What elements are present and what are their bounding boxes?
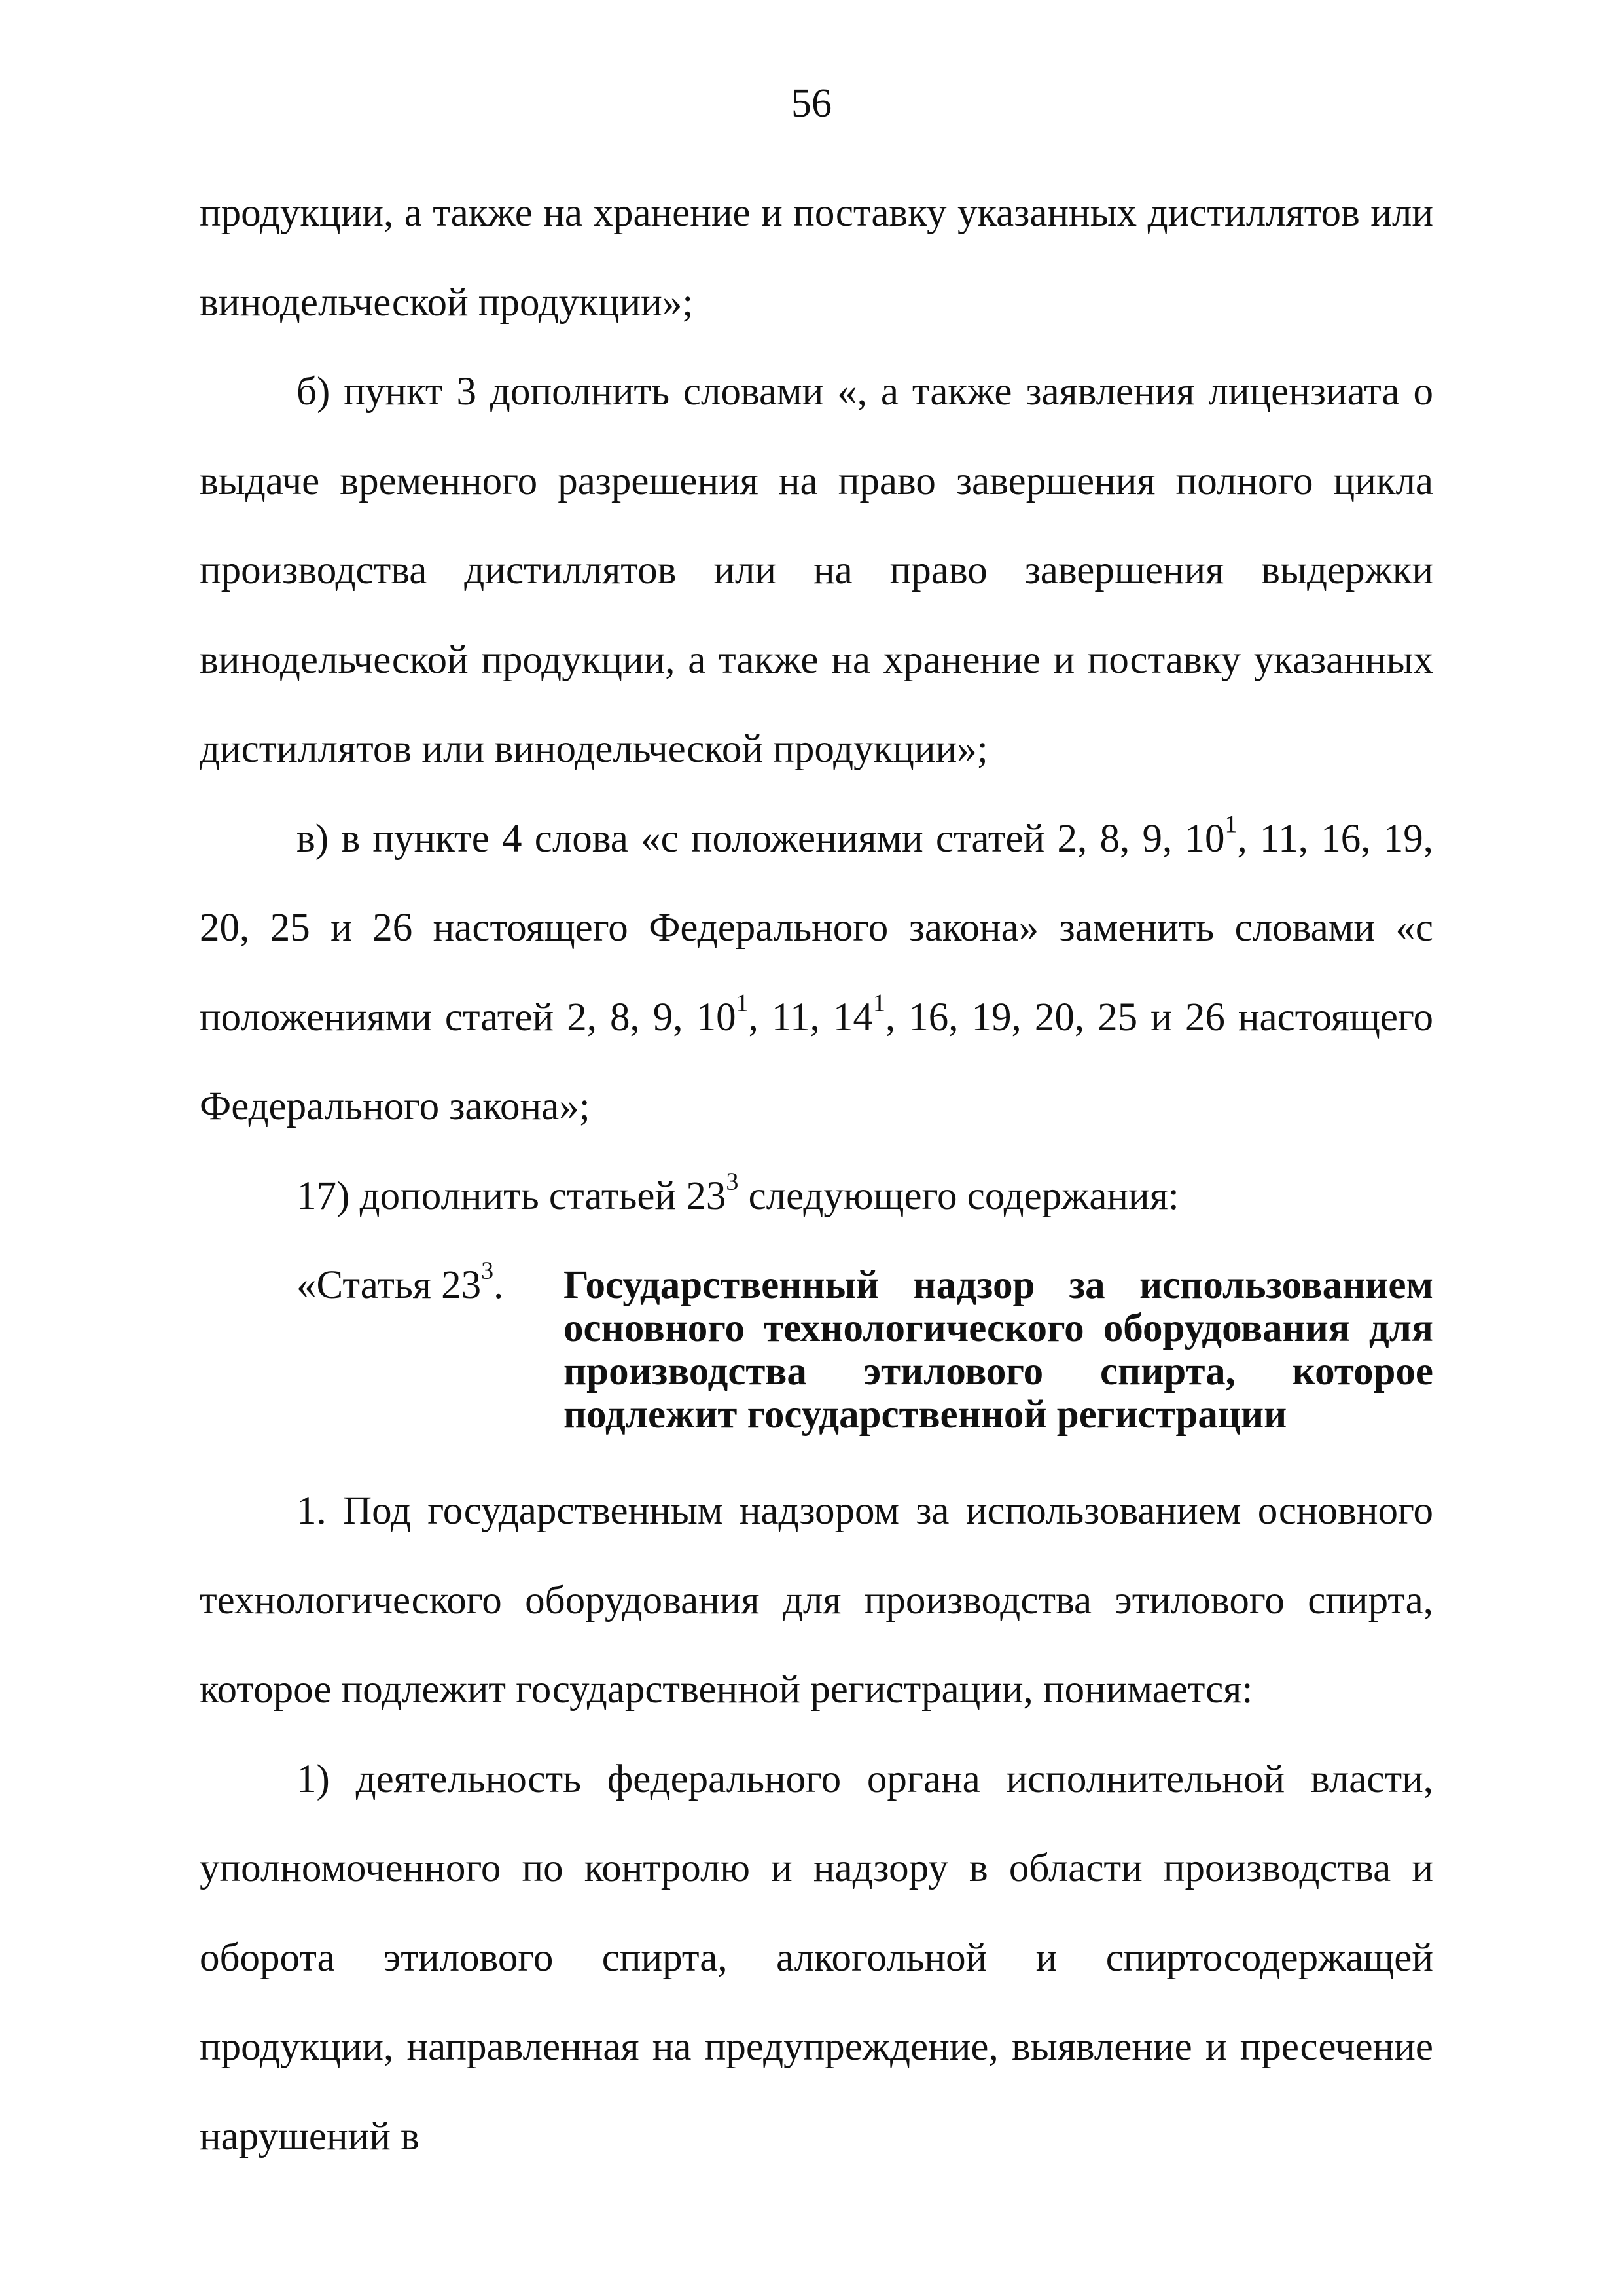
article-label — [296, 1241, 563, 1437]
superscript: 3 — [726, 1167, 739, 1195]
paragraph-continuation: продукции, а также на хранение и поставку указанных дистиллятов или винодельческой продукции»; — [200, 191, 1433, 325]
superscript: 1 — [736, 988, 749, 1016]
article-label-dot: . — [493, 1263, 504, 1307]
superscript: 1 — [872, 988, 885, 1016]
paragraph-1-1: 1) деятельность федерального органа исполнительной власти, уполномоченного по контролю и надзору в области производства и оборота этилового спирта, алкогольной и спиртосодержащей продукции, направленная на предупреждение, выявление и пресечение нарушений в — [200, 1757, 1433, 2159]
superscript: 1 — [1224, 810, 1238, 838]
document-body — [200, 169, 1433, 2181]
paragraph-v-text-b: , 11, 16, 19, 20, 25 и 26 настоящего Федерального закона» заменить словами «с положениями статей 2, 8, 9, 10 — [200, 816, 1433, 1039]
paragraph-b: б) пункт 3 дополнить словами «, а также заявления лицензиата о выдаче временного разрешения на право завершения полного цикла производства дистиллятов или на право завершения выдержки винодельческой продукции, а также на хранение и поставку указанных дистиллятов или винодельческой продукции»; — [200, 370, 1433, 771]
paragraph-1: 1. Под государственным надзором за использованием основного технологического оборудования для производства этилового спирта, которое подлежит государственной регистрации, понимается: — [200, 1489, 1433, 1712]
paragraph-17 — [200, 1152, 1433, 1242]
paragraph-17-text-a: 17) дополнить статьей 23 — [296, 1174, 726, 1218]
paragraph-v — [200, 795, 1433, 1152]
page-number: 56 — [791, 81, 832, 126]
article-label-text: «Статья 23 — [296, 1263, 482, 1307]
article-title: Государственный надзор за использованием основного технологического оборудования для производства этилового спирта, которое подлежит государственной регистрации — [563, 1263, 1433, 1437]
paragraph-17-text-b: следующего содержания: — [738, 1174, 1179, 1218]
article-heading — [200, 1241, 1433, 1437]
superscript: 3 — [481, 1257, 494, 1285]
paragraph-v-text-d: , 16, 19, 20, 25 и 26 настоящего Федерального закона»; — [200, 995, 1433, 1128]
paragraph-v-text-a: в) в пункте 4 слова «с положениями статей 2, 8, 9, 10 — [296, 816, 1225, 861]
paragraph-v-text-c: , 11, 14 — [748, 995, 873, 1039]
